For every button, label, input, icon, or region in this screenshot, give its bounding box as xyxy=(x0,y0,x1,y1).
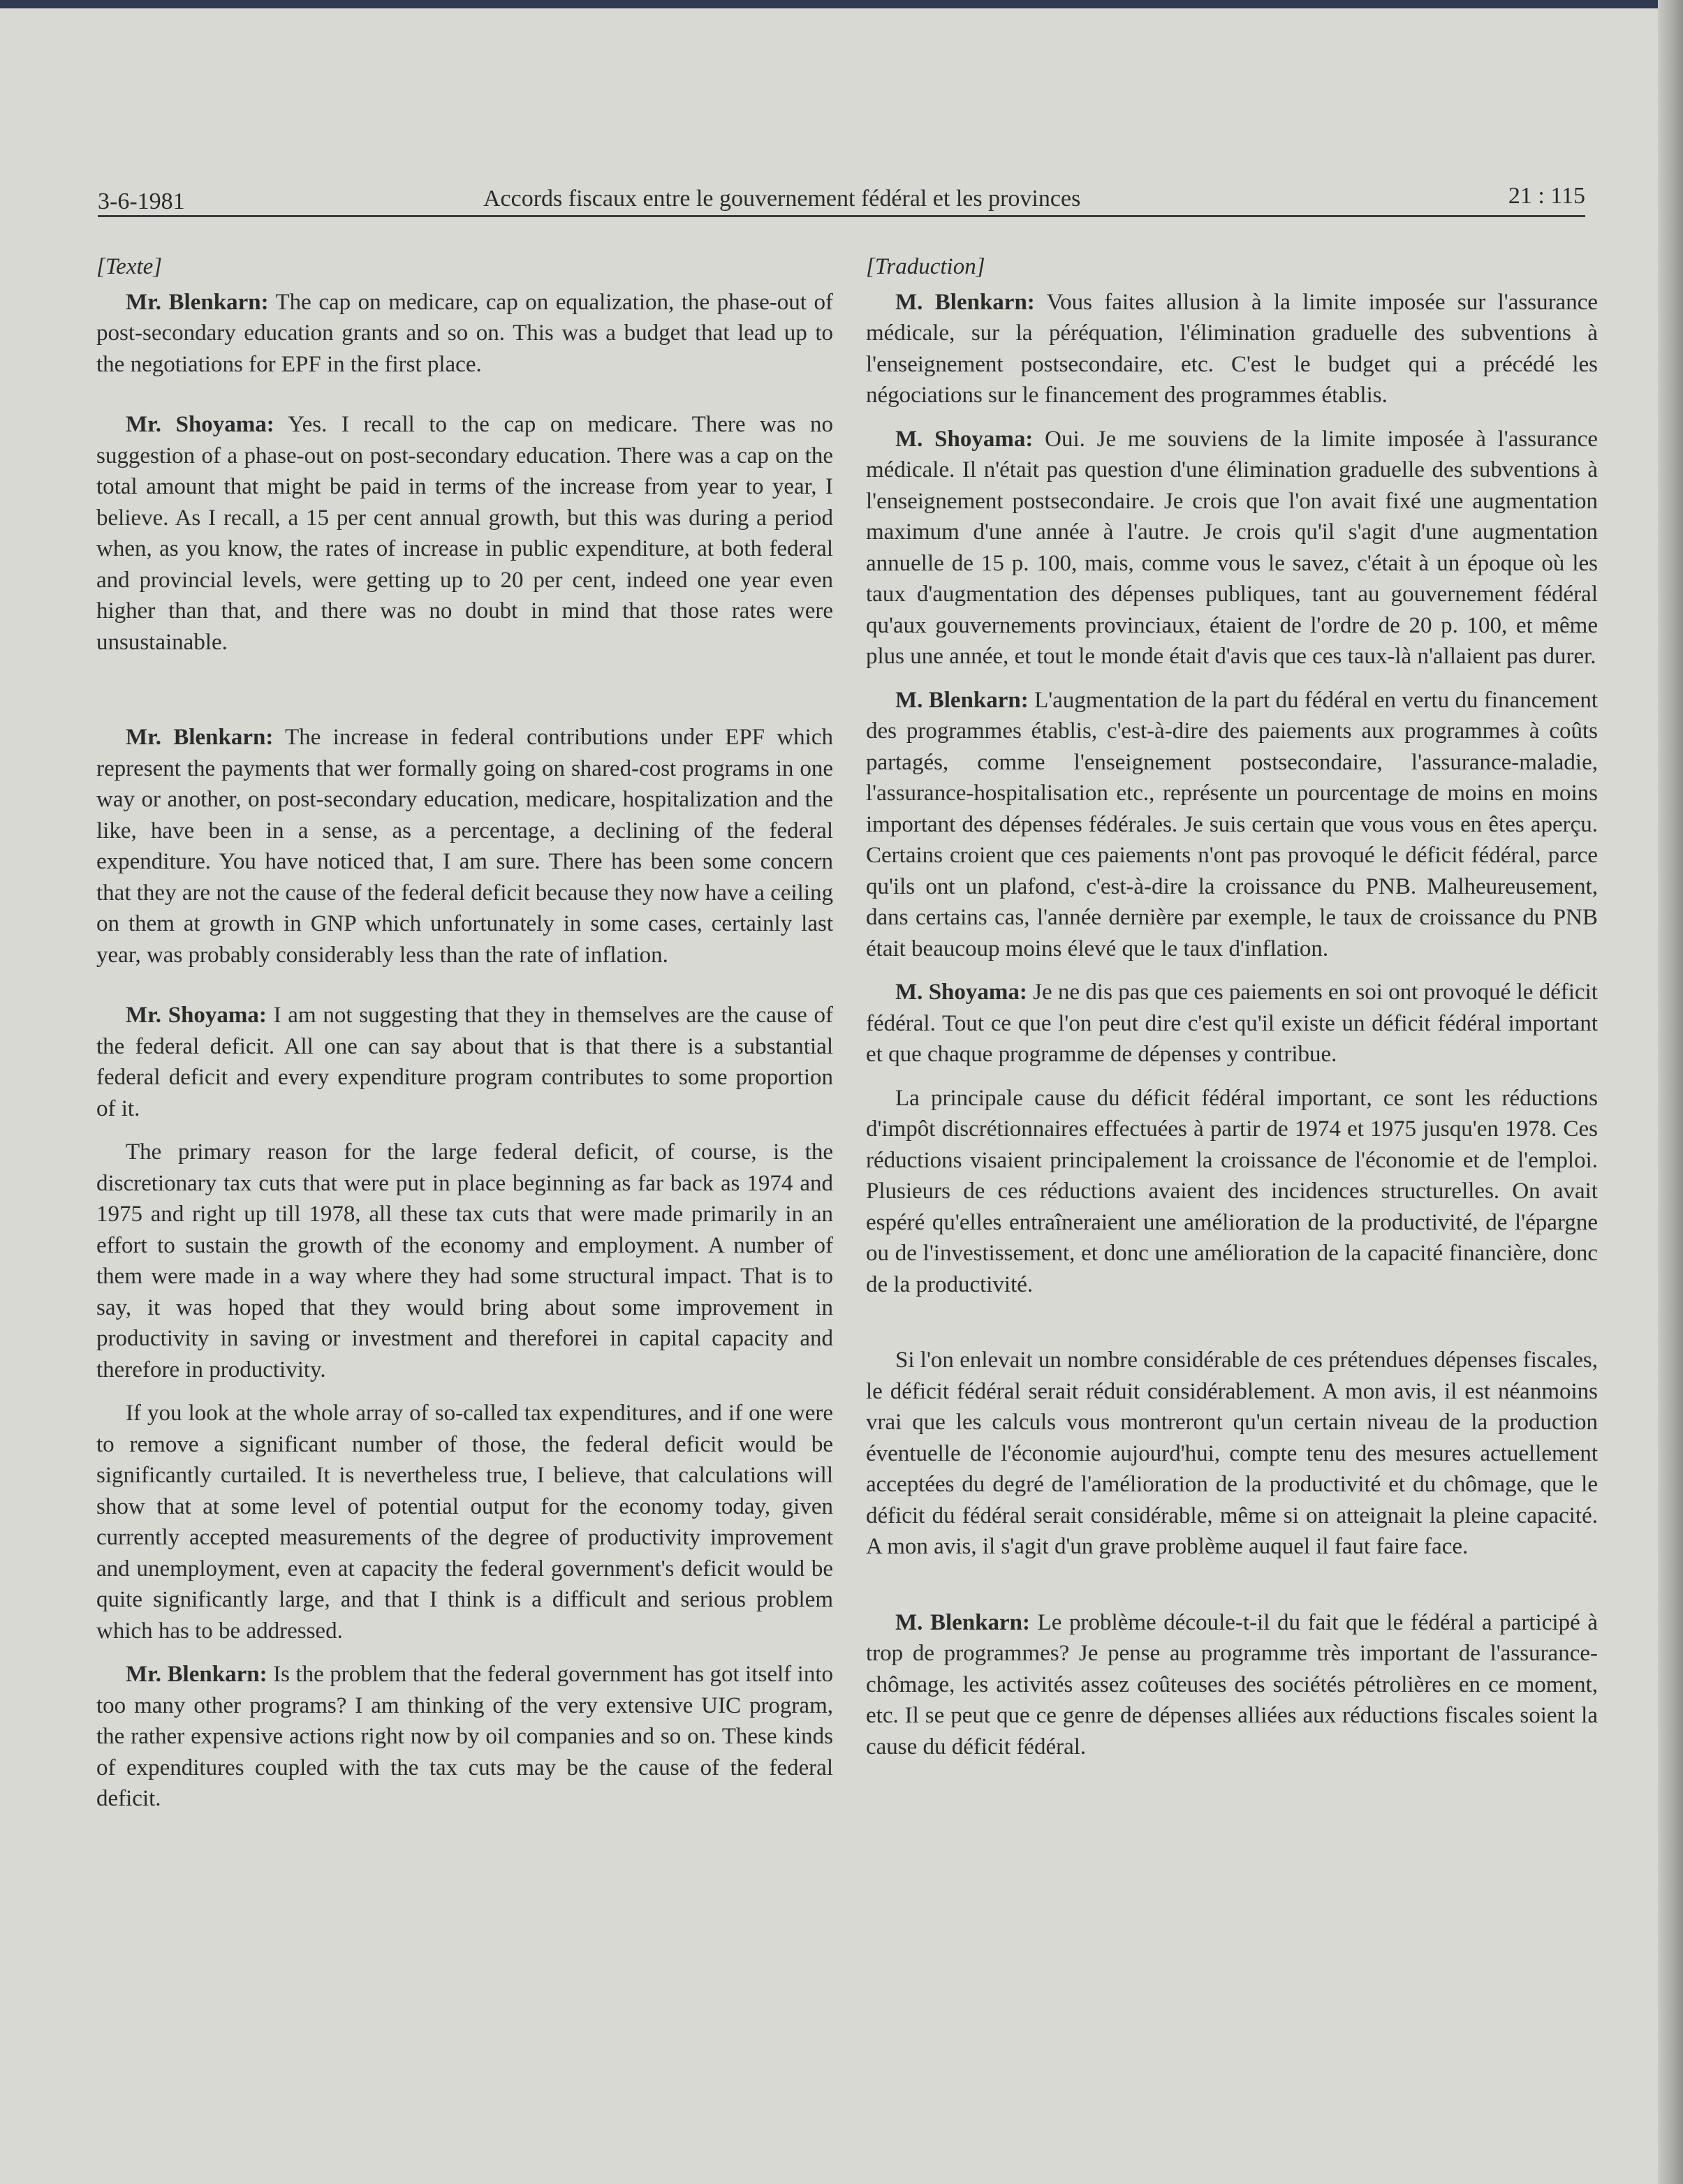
paragraph-text: The cap on medicare, cap on equalization, the phase-out of post-secondary education grants and so on. This was a budget that lead up to the negotiations for EPF in the first place. xyxy=(96,289,833,377)
paragraph xyxy=(96,1000,833,1124)
header-title: Accords fiscaux entre le gouvernement fédéral et les provinces xyxy=(483,186,1081,212)
paragraph: If you look at the whole array of so-called tax expenditures, and if one were to remove a significant number of those, the federal deficit would be significantly curtailed. It is nevertheless true, I believe, that calculations will show that at some level of potential output for the economy today, given currently accepted measurements of the degree of productivity improvement and unemployment, even at capacity the federal government's deficit would be quite significantly large, and that I think is a difficult and serious problem which has to be addressed. xyxy=(96,1401,833,1644)
speaker-name: Mr. Blenkarn: xyxy=(126,289,269,315)
speaker-name: Mr. Blenkarn: xyxy=(126,725,274,750)
paragraph-text: L'augmentation de la part du fédéral en vertu du financement des programmes établis, c'est-à-dire des paiements aux programmes à coûts partagés, comme l'enseignement postsecondaire, l'assurance-maladie, l'assurance-hospitalisation etc., représente un pourcentage de moins en moins important des dépenses fédérales. Je suis certain que vous vous en êtes aperçu. Certains croient que ces paiements n'ont pas provoqué le déficit fédéral, parce qu'ils ont un plafond, c'est-à-dire la croissance du PNB. Malheureusement, dans certains cas, l'année dernière par exemple, le taux de croissance du PNB était beaucoup moins élevé que le taux d'inflation. xyxy=(866,687,1598,961)
paragraph xyxy=(866,1607,1598,1763)
paragraph xyxy=(96,287,833,381)
paragraph xyxy=(96,409,833,658)
paragraph-text: Oui. Je me souviens de la limite imposée à l'assurance médicale. Il n'était pas question d'une élimination graduelle des subventions à l'enseignement postsecondaire. Je crois que l'on avait fixé une augmentation maximum d'une année à l'autre. Je crois qu'il s'agit d'une augmentation annuelle de 15 p. 100, mais, comme vous le savez, c'était à un époque où les taux d'augmentation des dépenses publiques, tant au gouvernement fédéral qu'aux gouvernements provinciaux, étaient de l'ordre de 20 p. 100, et même plus une année, et tout le monde était d'avis que ces taux-là n'allaient pas durer. xyxy=(866,426,1598,669)
running-head xyxy=(98,183,1585,217)
speaker-name: Mr. Shoyama: xyxy=(126,412,274,437)
header-page-number: 21 : 115 xyxy=(1508,183,1585,209)
paragraph: The primary reason for the large federal deficit, of course, is the discretionary tax cuts that were put in place beginning as far back as 1974 and 1975 and right up till 1978, all these tax cuts that were made primarily in an effort to sustain the growth of the economy and employment. A number of them were made in a way where they had some structural impact. That is to say, it was hoped that they would bring about some improvement in productivity in saving or investment and thereforei in capital capacity and therefore in productivity. xyxy=(96,1139,833,1382)
paragraph xyxy=(866,977,1598,1070)
english-column xyxy=(96,251,833,1815)
speaker-name: M. Blenkarn: xyxy=(895,1609,1031,1635)
page-edge xyxy=(1658,0,1683,2184)
paragraph: Si l'on enlevait un nombre considérable de ces prétendues dépenses fiscales, le déficit fédéral serait réduit considérablement. A mon avis, il est néanmoins vrai que les calculs vous montreront qu'un certain niveau de la production éventuelle de l'économie aujourd'hui, compte tenu des mesures actuellement acceptées du degré de l'amélioration de la productivité et du chômage, que le déficit du fédéral serait considérable, même si on atteignait la pleine capacité. A mon avis, il s'agit d'un grave problème auquel il faut faire face. xyxy=(866,1348,1598,1559)
speaker-name: Mr. Blenkarn: xyxy=(126,1662,267,1687)
paragraph-text: Is the problem that the federal government has got itself into too many other programs? I am thinking of the very extensive UIC program, the rather expensive actions right now by oil companies and so on. These kinds of expenditures coupled with the tax cuts may be the cause of the federal deficit. xyxy=(96,1662,833,1811)
speaker-name: M. Blenkarn: xyxy=(895,289,1035,315)
paragraph-text: Yes. I recall to the cap on medicare. There was no suggestion of a phase-out on post-secondary education. There was a cap on the total amount that might be paid in terms of the increase from year to year, I believe. As I recall, a 15 per cent annual growth, but this was during a period when, as you know, the rates of increase in public expenditure, at both federal and provincial levels, were getting up to 20 per cent, indeed one year even higher than that, and there was no doubt in mind that those rates were unsustainable. xyxy=(96,412,833,655)
paragraph-text: Le problème découle-t-il du fait que le fédéral a participé à trop de programmes? Je pense au programme très important de l'assurance-chômage, les activités assez coûteuses des sociétés pétrolières en ce moment, etc. Il se peut que ce genre de dépenses alliées aux réductions fiscales soient la cause du déficit fédéral. xyxy=(866,1609,1598,1759)
paragraph-text: The increase in federal contributions under EPF which represent the payments that wer formally going on shared-cost programs in one way or another, on post-secondary education, medicare, hospitalization and the like, have been in a sense, as a percentage, a declining of the federal expenditure. You have noticed that, I am sure. There has been some concern that they are not the cause of the federal deficit because they now have a ceiling on them at growth in GNP which unfortunately in some cases, certainly last year, was probably considerably less than the rate of inflation. xyxy=(96,725,833,968)
paragraph xyxy=(96,1659,833,1815)
paragraph xyxy=(96,722,833,971)
paragraph-text: Je ne dis pas que ces paiements en soi ont provoqué le déficit fédéral. Tout ce que l'on peut dire c'est qu'il existe un déficit fédéral important et que chaque programme de dépenses y contribue. xyxy=(866,980,1598,1067)
paragraph xyxy=(866,287,1598,411)
paragraph: La principale cause du déficit fédéral important, ce sont les réductions d'impôt discrétionnaires effectuées à partir de 1974 et 1975 jusqu'en 1978. Ces réductions visaient principalement la croissance de l'économie et de l'emploi. Plusieurs de ces réductions avaient des incidences structurelles. On avait espéré qu'elles entraîneraient une amélioration de la productivité, de l'épargne ou de l'investissement, et donc une amélioration de la capacité financière, donc de la productivité. xyxy=(866,1085,1598,1297)
paragraph xyxy=(866,685,1598,965)
paragraph xyxy=(866,424,1598,672)
column-label: [Traduction] xyxy=(866,254,985,279)
speaker-name: Mr. Shoyama: xyxy=(126,1003,267,1028)
speaker-name: M. Blenkarn: xyxy=(895,687,1029,713)
paragraph-text: Vous faites allusion à la limite imposée sur l'assurance médicale, sur la péréquation, l'élimination graduelle des subventions à l'enseignement postsecondaire, etc. C'est le budget qui a précédé les négociations sur le financement des programmes établis. xyxy=(866,289,1599,408)
speaker-name: M. Shoyama: xyxy=(895,980,1027,1005)
speaker-name: M. Shoyama: xyxy=(895,426,1034,452)
header-date: 3-6-1981 xyxy=(98,189,185,214)
column-label: [Texte] xyxy=(96,254,163,279)
paragraph-text: I am not suggesting that they in themselves are the cause of the federal deficit. All one can say about that is that there is a substantial federal deficit and every expenditure program contributes to some proportion of it. xyxy=(96,1003,833,1121)
top-border xyxy=(0,0,1683,8)
french-column xyxy=(866,251,1598,1762)
